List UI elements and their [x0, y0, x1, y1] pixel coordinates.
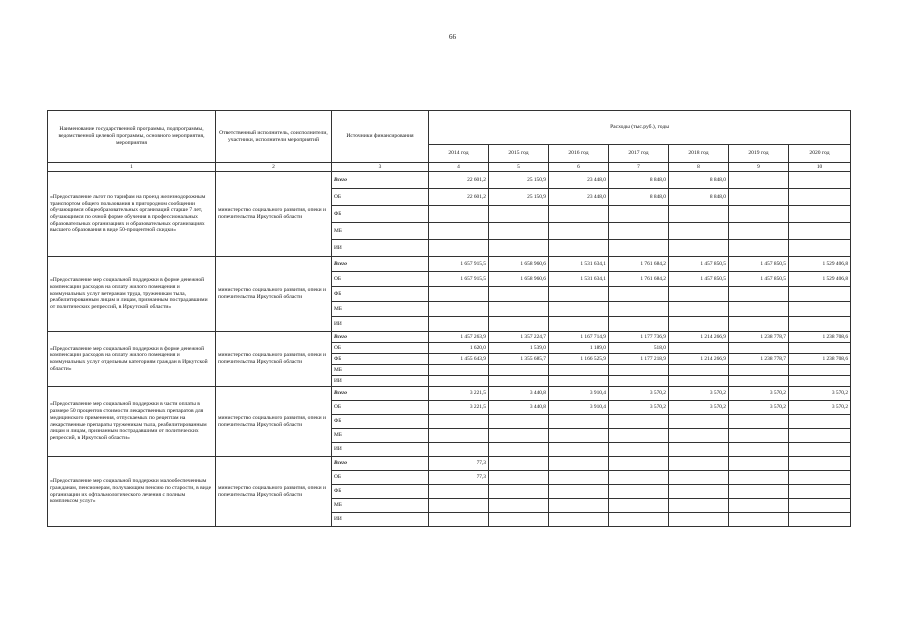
expense-value [729, 499, 789, 513]
expense-value [549, 287, 609, 302]
expense-value [549, 415, 609, 429]
column-number: 4 [429, 163, 489, 172]
page-number: 66 [449, 33, 456, 41]
funding-source: ФБ [332, 287, 429, 302]
expense-value [489, 457, 549, 471]
expense-value: 1 457 850,5 [669, 257, 729, 272]
expense-value: 1 457 850,5 [729, 257, 789, 272]
header-year: 2020 год [789, 145, 851, 163]
expense-value [549, 429, 609, 443]
expense-value [789, 499, 851, 513]
expense-value [789, 240, 851, 257]
measure-title: «Предоставление мер социальной поддержки в форме денежной компенсации расходов на оплату жилого помещения и коммунальных услуг отдельным категориям граждан в Иркутской области» [48, 332, 216, 387]
table-row [48, 172, 851, 189]
expense-value [789, 513, 851, 527]
header-year: 2018 год [669, 145, 729, 163]
expense-value: 1 761 684,2 [609, 257, 669, 272]
expense-value: 1 238 778,7 [729, 354, 789, 365]
header-year: 2017 год [609, 145, 669, 163]
expense-value [489, 240, 549, 257]
expense-value [429, 485, 489, 499]
expense-value: 8 848,0 [669, 189, 729, 206]
table-row [48, 257, 851, 272]
expense-value [489, 206, 549, 223]
funding-source: Всего [332, 332, 429, 343]
expense-value: 3 570,2 [609, 401, 669, 415]
expense-value [669, 240, 729, 257]
expense-value [729, 317, 789, 332]
measure-title: «Предоставление льгот по тарифам на проезд железнодорожным транспортом общего пользования в пригородном сообщении обучающимся общеобразовательных организаций старше 7 лет, обучающимся по очной форме обучения в профессиональных образовательных организациях и образовательных организациях высшего образования в виде 50-процентной скидки» [48, 172, 216, 257]
expense-value [729, 485, 789, 499]
funding-source: Всего [332, 387, 429, 401]
expense-value [609, 302, 669, 317]
expense-value [669, 223, 729, 240]
expense-value: 25 150,9 [489, 172, 549, 189]
expense-value [669, 365, 729, 376]
expense-value [429, 443, 489, 457]
column-number: 7 [609, 163, 669, 172]
expense-value: 1 455 643,9 [429, 354, 489, 365]
expense-value [609, 415, 669, 429]
expense-value: 1 167 714,9 [549, 332, 609, 343]
header-year: 2014 год [429, 145, 489, 163]
expense-value [489, 415, 549, 429]
expense-value [609, 287, 669, 302]
expense-value [429, 415, 489, 429]
funding-source: ИИ [332, 513, 429, 527]
expense-value [669, 443, 729, 457]
expense-value [789, 302, 851, 317]
expense-value: 25 150,9 [489, 189, 549, 206]
expense-value: 3 221,5 [429, 401, 489, 415]
expense-value: 1 457 850,5 [729, 272, 789, 287]
responsible-executor: министерство социального развития, опеки и попечительства Иркутской области [216, 332, 332, 387]
expense-value [489, 287, 549, 302]
expense-value: 23 448,0 [549, 189, 609, 206]
table-row [48, 387, 851, 401]
expense-value [729, 302, 789, 317]
expense-value [789, 287, 851, 302]
expense-value [729, 471, 789, 485]
expense-value [489, 471, 549, 485]
header-expenses: Расходы (тыс.руб.), годы [429, 111, 851, 145]
expense-value [729, 343, 789, 354]
expense-value [729, 365, 789, 376]
measure-title: «Предоставление мер социальной поддержки малообеспеченным гражданам, пенсионерам, получающим пенсию по старости, в виде организации их офтальмологического лечения с полным комплексом услуг» [48, 457, 216, 527]
expense-value: 3 440,8 [489, 401, 549, 415]
expense-value [609, 499, 669, 513]
expense-value [429, 223, 489, 240]
expense-value: 1 189,0 [549, 343, 609, 354]
expense-value: 1 457 263,9 [429, 332, 489, 343]
expense-value [549, 376, 609, 387]
responsible-executor: министерство социального развития, опеки и попечительства Иркутской области [216, 457, 332, 527]
expense-value [549, 240, 609, 257]
funding-source: МБ [332, 365, 429, 376]
funding-source: МБ [332, 223, 429, 240]
expense-value [729, 415, 789, 429]
expense-value: 518,0 [609, 343, 669, 354]
funding-source: ФБ [332, 354, 429, 365]
funding-source: ОБ [332, 401, 429, 415]
expense-value: 1 238 778,7 [729, 332, 789, 343]
expense-value [729, 429, 789, 443]
column-number: 1 [48, 163, 216, 172]
expense-value [609, 513, 669, 527]
expense-value [729, 457, 789, 471]
expense-value: 1 531 634,1 [549, 272, 609, 287]
expense-value [789, 317, 851, 332]
expense-value: 3 910,4 [549, 387, 609, 401]
expense-value: 22 601,2 [429, 172, 489, 189]
funding-source: ОБ [332, 471, 429, 485]
expense-value [789, 189, 851, 206]
expense-value: 3 570,2 [789, 387, 851, 401]
header-sources: Источники финансирования [332, 111, 429, 163]
funding-source: ИИ [332, 376, 429, 387]
expense-value: 1 214 266,9 [669, 354, 729, 365]
expense-value [789, 223, 851, 240]
expense-value [789, 376, 851, 387]
expense-value [669, 429, 729, 443]
header-program-name: Наименование государственной программы, подпрограммы, ведомственной целевой программы, основного мероприятия, мероприятия [48, 111, 216, 163]
column-numbers-row [48, 163, 851, 172]
expense-value: 1 177 218,9 [609, 354, 669, 365]
expense-value: 3 570,2 [729, 387, 789, 401]
expense-value [789, 429, 851, 443]
expense-value [789, 415, 851, 429]
expense-value [609, 471, 669, 485]
expense-value [669, 287, 729, 302]
expense-value [669, 376, 729, 387]
expense-value [729, 240, 789, 257]
expense-value: 1 539,0 [489, 343, 549, 354]
responsible-executor: министерство социального развития, опеки и попечительства Иркутской области [216, 172, 332, 257]
expense-value [669, 485, 729, 499]
expense-value [429, 365, 489, 376]
expense-value: 1 761 684,2 [609, 272, 669, 287]
responsible-executor: министерство социального развития, опеки и попечительства Иркутской области [216, 257, 332, 332]
expense-value: 1 238 708,6 [789, 354, 851, 365]
expense-value [489, 317, 549, 332]
expense-value: 1 166 525,9 [549, 354, 609, 365]
expense-value [429, 206, 489, 223]
header-year: 2016 год [549, 145, 609, 163]
expense-value [489, 429, 549, 443]
expense-value [669, 415, 729, 429]
expense-value [549, 365, 609, 376]
expense-value: 23 448,0 [549, 172, 609, 189]
expense-value: 1 457 850,5 [669, 272, 729, 287]
expense-value [429, 240, 489, 257]
expense-value [609, 485, 669, 499]
expense-value [789, 365, 851, 376]
expense-value [789, 471, 851, 485]
funding-source: ФБ [332, 206, 429, 223]
column-number: 2 [216, 163, 332, 172]
column-number: 3 [332, 163, 429, 172]
expense-value [609, 457, 669, 471]
expense-value [669, 457, 729, 471]
expense-value [789, 172, 851, 189]
expense-value [789, 457, 851, 471]
expense-value [609, 223, 669, 240]
funding-source: Всего [332, 172, 429, 189]
header-year: 2019 год [729, 145, 789, 163]
expense-value [549, 471, 609, 485]
column-number: 8 [669, 163, 729, 172]
funding-source: МБ [332, 302, 429, 317]
expense-value [549, 457, 609, 471]
expense-value [609, 443, 669, 457]
expense-value [429, 429, 489, 443]
expense-value: 8 848,0 [609, 172, 669, 189]
expense-value [609, 376, 669, 387]
responsible-executor: министерство социального развития, опеки и попечительства Иркутской области [216, 387, 332, 457]
expense-value: 3 570,2 [609, 387, 669, 401]
measure-title: «Предоставление мер социальной поддержки в форме денежной компенсации расходов на оплату жилого помещения и коммунальных услуг ветеранам труда, труженикам тыла, реабилитированным лицам и лицам, признанным пострадавшими от политических репрессий, в Иркутской области» [48, 257, 216, 332]
table-body [48, 172, 851, 527]
expense-value [789, 485, 851, 499]
expense-value [549, 513, 609, 527]
table-row [48, 332, 851, 343]
header-responsible: Ответственный исполнитель, соисполнители, участники, исполнители мероприятий [216, 111, 332, 163]
expense-value [609, 206, 669, 223]
funding-source: МБ [332, 499, 429, 513]
table-row [48, 457, 851, 471]
expense-value: 1 658 960,6 [489, 272, 549, 287]
expense-value: 3 440,8 [489, 387, 549, 401]
expense-value [489, 443, 549, 457]
column-number: 10 [789, 163, 851, 172]
expense-value: 1 529 406,8 [789, 272, 851, 287]
expense-value [549, 302, 609, 317]
expense-value: 1 620,0 [429, 343, 489, 354]
expense-value [549, 485, 609, 499]
expense-value [549, 223, 609, 240]
funding-source: ОБ [332, 189, 429, 206]
funding-source: ИИ [332, 443, 429, 457]
expense-value: 1 531 634,1 [549, 257, 609, 272]
expense-value: 3 570,2 [729, 401, 789, 415]
expense-value [669, 206, 729, 223]
expense-value [729, 443, 789, 457]
expense-value: 1 357 224,7 [489, 332, 549, 343]
expense-value [729, 376, 789, 387]
funding-source: Всего [332, 257, 429, 272]
expense-value: 3 570,2 [669, 387, 729, 401]
expense-value [609, 317, 669, 332]
expense-value [669, 302, 729, 317]
expense-value [609, 429, 669, 443]
expense-value [729, 189, 789, 206]
expense-value [609, 240, 669, 257]
expense-value [489, 499, 549, 513]
expense-value: 1 214 266,9 [669, 332, 729, 343]
expense-value: 77,3 [429, 471, 489, 485]
expense-value: 77,3 [429, 457, 489, 471]
expense-value [429, 499, 489, 513]
expense-value [669, 317, 729, 332]
expense-value [669, 513, 729, 527]
funding-source: ФБ [332, 485, 429, 499]
expense-value [729, 223, 789, 240]
expense-value: 1 238 708,6 [789, 332, 851, 343]
expense-value [489, 376, 549, 387]
expense-value [429, 287, 489, 302]
expense-value: 1 657 915,5 [429, 272, 489, 287]
expense-value: 1 658 960,6 [489, 257, 549, 272]
funding-source: ОБ [332, 272, 429, 287]
expense-value [549, 443, 609, 457]
funding-source: ОБ [332, 343, 429, 354]
funding-source: ФБ [332, 415, 429, 429]
funding-source: ИИ [332, 240, 429, 257]
expense-value [609, 365, 669, 376]
expense-value: 8 848,0 [609, 189, 669, 206]
expense-value [429, 376, 489, 387]
expense-value [429, 317, 489, 332]
budget-table [47, 110, 851, 527]
expense-value: 3 570,2 [789, 401, 851, 415]
funding-source: МБ [332, 429, 429, 443]
expense-value [489, 302, 549, 317]
expense-value [669, 343, 729, 354]
expense-value: 22 601,2 [429, 189, 489, 206]
expense-value [489, 513, 549, 527]
funding-source: Всего [332, 457, 429, 471]
expense-value [489, 485, 549, 499]
expense-value [429, 513, 489, 527]
expense-value [729, 513, 789, 527]
expense-value [549, 317, 609, 332]
expense-value: 3 570,2 [669, 401, 729, 415]
expense-value: 3 910,4 [549, 401, 609, 415]
expense-value: 1 355 685,7 [489, 354, 549, 365]
expense-value: 1 657 915,5 [429, 257, 489, 272]
expense-value: 3 221,5 [429, 387, 489, 401]
expense-value [549, 499, 609, 513]
measure-title: «Предоставление мер социальной поддержки в части оплаты в размере 50 процентов стоимости лекарственных препаратов для медицинского применения, отпускаемых по рецептам на лекарственные препараты труженикам тыла, реабилитированным лицам и лицам, признанным пострадавшими от политических репрессий, в Иркутской области» [48, 387, 216, 457]
expense-value [729, 172, 789, 189]
funding-source: ИИ [332, 317, 429, 332]
expense-value [789, 206, 851, 223]
expense-value [549, 206, 609, 223]
expense-value [489, 223, 549, 240]
expense-value [669, 471, 729, 485]
column-number: 5 [489, 163, 549, 172]
expense-value: 1 529 406,8 [789, 257, 851, 272]
expense-value: 1 177 736,9 [609, 332, 669, 343]
expense-value [669, 499, 729, 513]
expense-value [429, 302, 489, 317]
column-number: 9 [729, 163, 789, 172]
column-number: 6 [549, 163, 609, 172]
header-year: 2015 год [489, 145, 549, 163]
expense-value: 8 848,0 [669, 172, 729, 189]
expense-value [789, 343, 851, 354]
expense-value [489, 365, 549, 376]
expense-value [729, 287, 789, 302]
expense-value [729, 206, 789, 223]
expense-value [789, 443, 851, 457]
